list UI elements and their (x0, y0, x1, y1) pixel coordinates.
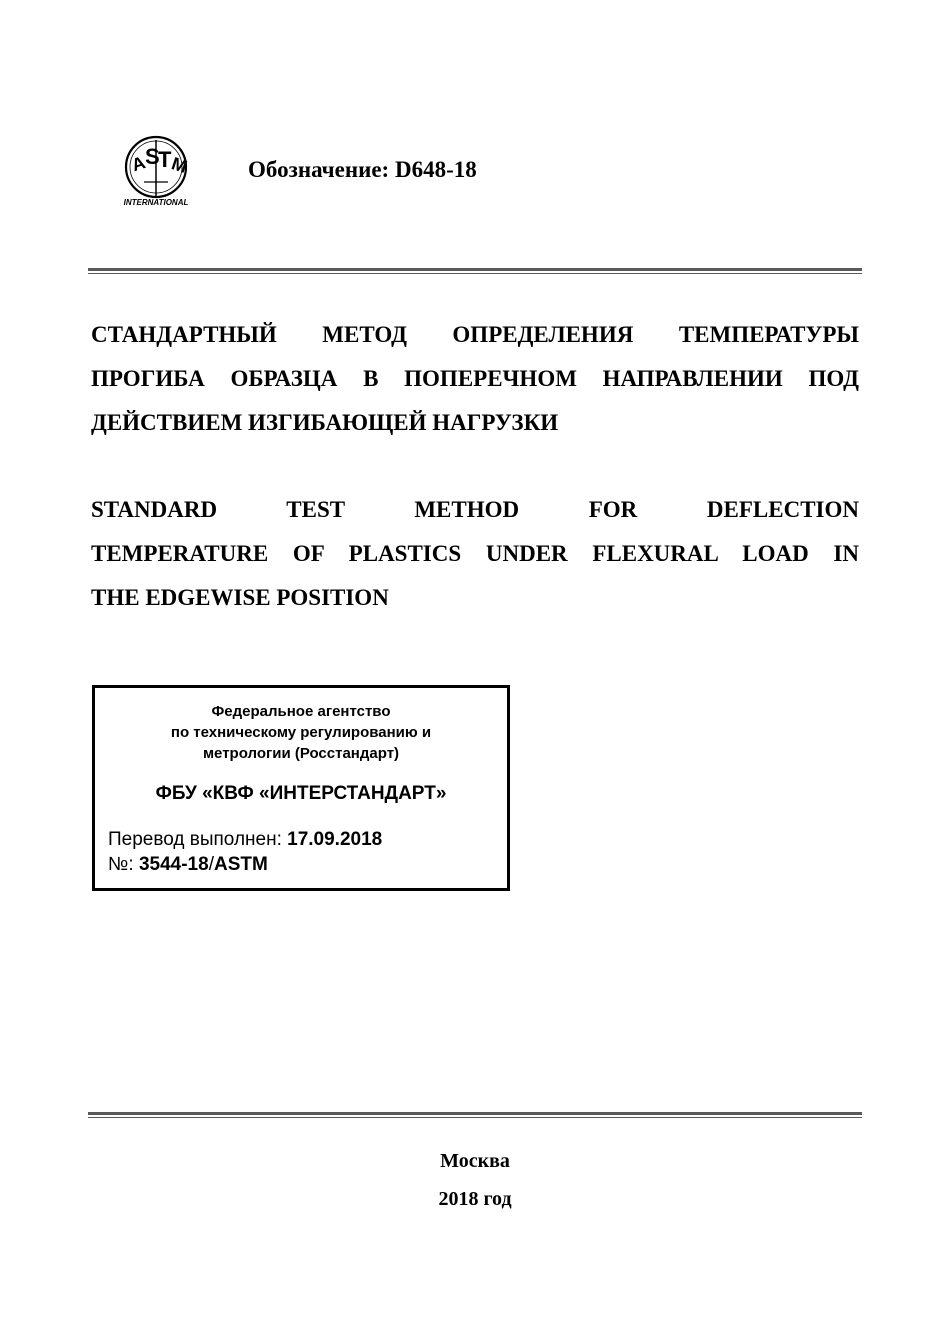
number-suffix: ASTM (213, 854, 268, 875)
svg-text:M: M (169, 153, 190, 177)
translated-date: 17.09.2018 (287, 829, 383, 850)
number-separator: / (208, 854, 214, 875)
stamp-number (108, 854, 268, 876)
footer-city: Москва (440, 1150, 510, 1172)
title-en-line: TEMPERATURE OF PLASTICS UNDER FLEXURAL LOAD IN (91, 541, 859, 566)
title-russian (91, 313, 859, 445)
bottom-divider (88, 1112, 862, 1118)
title-english (91, 488, 859, 620)
footer-year: 2018 год (438, 1188, 512, 1210)
astm-logo (118, 134, 202, 208)
number-value: 3544-18 (138, 854, 209, 875)
logo-caption: INTERNATIONAL (123, 198, 189, 207)
svg-text:T: T (158, 147, 172, 172)
top-divider (88, 268, 862, 274)
stamp-agency-line: метрологии (Росстандарт) (202, 745, 400, 762)
translation-stamp (92, 685, 510, 891)
svg-text:A: A (129, 152, 148, 176)
title-en-line: THE EDGEWISE POSITION (91, 585, 389, 610)
stamp-agency-line: Федеральное агентство (211, 703, 391, 720)
stamp-organization: ФБУ «КВФ «ИНТЕРСТАНДАРТ» (155, 783, 447, 804)
title-ru-line: ПРОГИБА ОБРАЗЦА В ПОПЕРЕЧНОМ НАПРАВЛЕНИИ ПОД (91, 366, 859, 391)
svg-text:S: S (145, 144, 160, 169)
title-en-line: STANDARD TEST METHOD FOR DEFLECTION (91, 497, 859, 522)
designation: Обозначение: D648-18 (248, 157, 477, 182)
stamp-agency (95, 701, 507, 764)
translated-label: Перевод выполнен: (108, 829, 288, 850)
stamp-translation-date (108, 829, 382, 851)
title-ru-line: СТАНДАРТНЫЙ МЕТОД ОПРЕДЕЛЕНИЯ ТЕМПЕРАТУРЫ (91, 322, 859, 347)
number-label: №: (108, 854, 139, 875)
title-ru-line: ДЕЙСТВИЕМ ИЗГИБАЮЩЕЙ НАГРУЗКИ (91, 410, 559, 435)
stamp-agency-line: по техническому регулированию и (170, 724, 432, 741)
